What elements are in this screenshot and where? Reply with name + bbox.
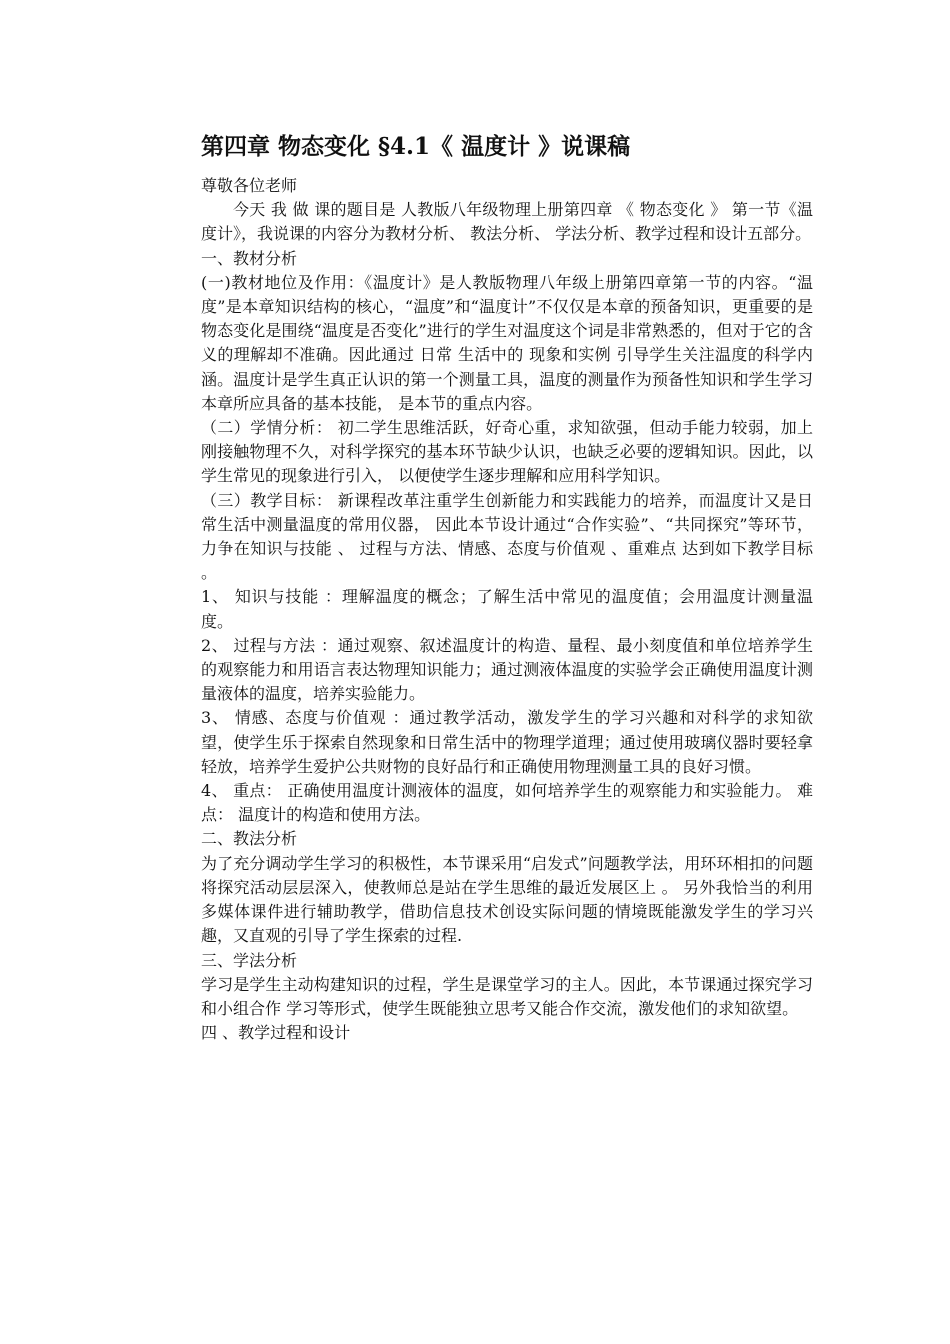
paragraph-student-analysis: （二）学情分析： 初二学生思维活跃，好奇心重，求知欲强，但动手能力较弱，加上刚接触物理不久，对科学探究的基本环节缺少认识，也缺乏必要的逻辑知识。因此，以学生常见的现象进行引入， 以便使学生逐步理解和应用科学知识。 [201, 418, 813, 486]
intro-paragraph: 今天 我 做 课的题目是 人教版八年级物理上册第四章 《 物态变化 》 第一节《温度计》，我说课的内容分为教材分析、 教法分析、 学法分析、教学过程和设计五部分。 [201, 200, 813, 244]
section-heading-textbook-analysis: 一、教材分析 [201, 248, 298, 268]
paragraph-learning-method: 学习是学生主动构建知识的过程，学生是课堂学习的主人。因此，本节课通过探究学习和小组合作 学习等形式，使学生既能独立思考又能合作交流，激发他们的求知欲望。 [201, 974, 813, 1018]
goal-process-methods: 2、 过程与方法 ：通过观察、叙述温度计的构造、量程、最小刻度值和单位培养学生的观察能力和用语言表达物理知识能力；通过测液体温度的实验学会正确使用温度计测量液体的温度，培养实验能力。 [201, 635, 813, 704]
document-title: 第四章 物态变化 §4.1《 温度计 》说课稿 [201, 133, 631, 160]
paragraph-teaching-method: 为了充分调动学生学习的积极性，本节课采用“启发式”问题教学法，用环环相扣的问题将探究活动层层深入，使教师总是站在学生思维的最近发展区上 。 另外我恰当的利用多媒体课件进行辅助教学，借助信息技术创设实际问题的情境既能激发学生的学习兴趣，又直观的引导了学生探索的过程. [201, 853, 813, 946]
paragraph-teaching-goals: （三）教学目标： 新课程改革注重学生创新能力和实践能力的培养，而温度计又是日常生活中测量温度的常用仪器， 因此本节设计通过“合作实验”、“共同探究”等环节，力争在知识与技能 、 过程与方法、情感、态度与价值观 、重难点 达到如下教学目标 。 [201, 490, 813, 583]
goal-emotion-values: 3、 情感、态度与价值观 ：通过教学活动，激发学生的学习兴趣和对科学的求知欲望，使学生乐于探索自然现象和日常生活中的物理学道理；通过使用玻璃仪器时要轻拿轻放，培养学生爱护公共财物的良好品行和正确使用物理测量工具的良好习惯。 [201, 708, 813, 776]
goal-knowledge-skills: 1、 知识与技能 ：理解温度的概念；了解生活中常见的温度值；会用温度计测量温度。 [201, 587, 813, 631]
section-heading-learning-method: 三、学法分析 [201, 950, 298, 970]
goal-key-points: 4、 重点： 正确使用温度计测液体的温度，如何培养学生的观察能力和实验能力。 难点： 温度计的构造和使用方法。 [201, 781, 813, 825]
section-heading-teaching-process: 四 、教学过程和设计 [201, 1023, 351, 1043]
greeting: 尊敬各位老师 [201, 176, 298, 195]
paragraph-textbook-role: (一)教材地位及作用：《温度计》是人教版物理八年级上册第四章第一节的内容。“温度”是本章知识结构的核心，“温度”和“温度计”不仅仅是本章的预备知识，更重要的是物态变化是围绕“温度是否变化”进行的学生对温度这个词是非常熟悉的，但对于它的含义的理解却不准确。因此通过 日常 生活中的 现象和实例 引导学生关注温度的科学内涵。温度计是学生真正认识的第一个测量工具，温度的测量作为预备性知识和学生学习本章所应具备的基本技能， 是本节的重点内容。 [201, 272, 813, 413]
document-page [201, 130, 813, 1045]
section-heading-teaching-method: 二、教法分析 [201, 829, 298, 849]
